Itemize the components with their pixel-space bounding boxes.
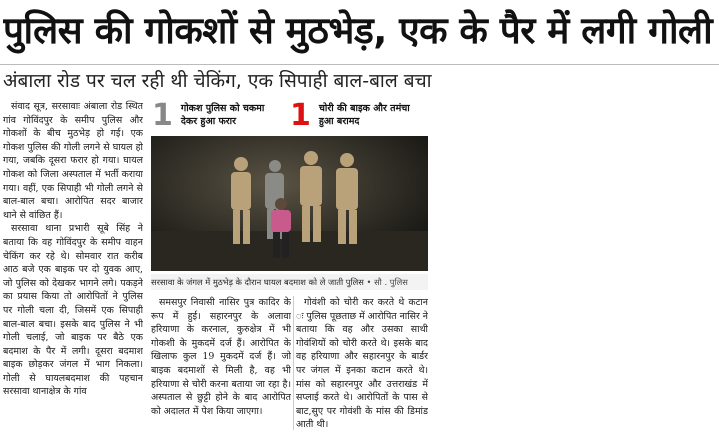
paragraph: सरसावा थाना प्रभारी सूबे सिंह ने बताया कि वह गोविंदपुर के समीप वाहन चेकिंग कर रहे थे। सोमवार रात करीब आठ बजे एक बाइक पर दो युवक आए, जो पुलिस को देखकर भागने लगे। पकड़ने का प्रयास किया तो आरोपितों ने पुलिस पर गोली चला दी, जिसमें एक सिपाही बाल-बाल बचा। इसके बाद पुलिस ने भी गोली चलाई, जो बाइक पर बैठे एक बदमाश के पैर में लगी। दूसरा बदमाश बाइक छोड़कर जंगल में भाग निकला। गोली से घायलबदमाश की पहचान सरसावा थानाक्षेत्र के गांव (3, 223, 143, 398)
article-column-3 (296, 296, 428, 430)
paragraph: गोवंशी को चोरी कर करते थे कटान ः पुलिस पूछताछ में आरोपित नासिर ने बताया कि वह और उसका साथी गोवंशियों को चोरी करते थे। इसके बाद वह हरियाणा और सहारनपुर के बार्डर पर जंगल में इनका कटान करते थे। मांस को सहारनपुर और उत्तराखंड में सप्लाई करते थे। आरोपितों के पास से बाट,सुए पर गोवंशी के मांस की डिमांड आती थी। (296, 297, 428, 430)
divider (0, 64, 719, 65)
photo-caption (151, 274, 428, 290)
callout-text: गोकश पुलिस को चकमा देकर हुआ फरार (180, 103, 265, 127)
column-divider (293, 296, 294, 430)
callout-text: चोरी की बाइक और तमंचा हुआ बरामद (318, 103, 410, 127)
callout-escaped (152, 98, 282, 133)
photo-credit: • सौ . पुलिस (366, 277, 408, 287)
article-column-1 (3, 100, 143, 430)
article-column-2 (151, 296, 291, 430)
paragraph: समसपुर निवासी नासिर पुत्र कादिर के रूप में हुई। सहारनपुर के अलावा हरियाणा के करनाल, कुरुक्षेत्र में भी गोकशी के मुकदमें दर्ज हैं। आरोपित के खिलाफ कुल 19 मुकदमें दर्ज हैं। जो बाइक बदमाशों से मिली है, वह भी हरियाणा से चोरी करना बताया जा रहा है। अस्पताल से छुट्टी होने के बाद आरोपित को अदालत में पेश किया जाएगा। (151, 297, 291, 417)
callout-recovered (290, 98, 425, 133)
news-photo (151, 136, 428, 271)
subheadline: अंबाला रोड पर चल रही थी चेकिंग, एक सिपाही बाल-बाल बचा (3, 70, 432, 92)
caption-text: सरसावा के जंगल में मुठभेड़ के दौरान घायल बदमाश को ले जाती पुलिस (151, 277, 364, 287)
callout-number: 1 (290, 98, 311, 133)
police-encounter-photo (151, 136, 428, 271)
callout-number: 1 (152, 98, 173, 133)
headline: पुलिस की गोकशों से मुठभेड़, एक के पैर में लगी गोली (3, 9, 713, 52)
paragraph: संवाद सूत्र, सरसावाः अंबाला रोड स्थित गांव गोविंदपुर के समीप पुलिस और गोकशों के बीच मुठभेड़ हो गई। एक गोकश पुलिस की गोली लगने से घायल हो गया, जबकि दूसरा फरार हो गया। घायल गोकश को जिला अस्पताल में भर्ती कराया गया। वहीं, एक सिपाही भी गोली लगने से बाल-बाल बचा। आरोपित सदर बाजार थाने से वांछित हैं। (3, 101, 143, 221)
